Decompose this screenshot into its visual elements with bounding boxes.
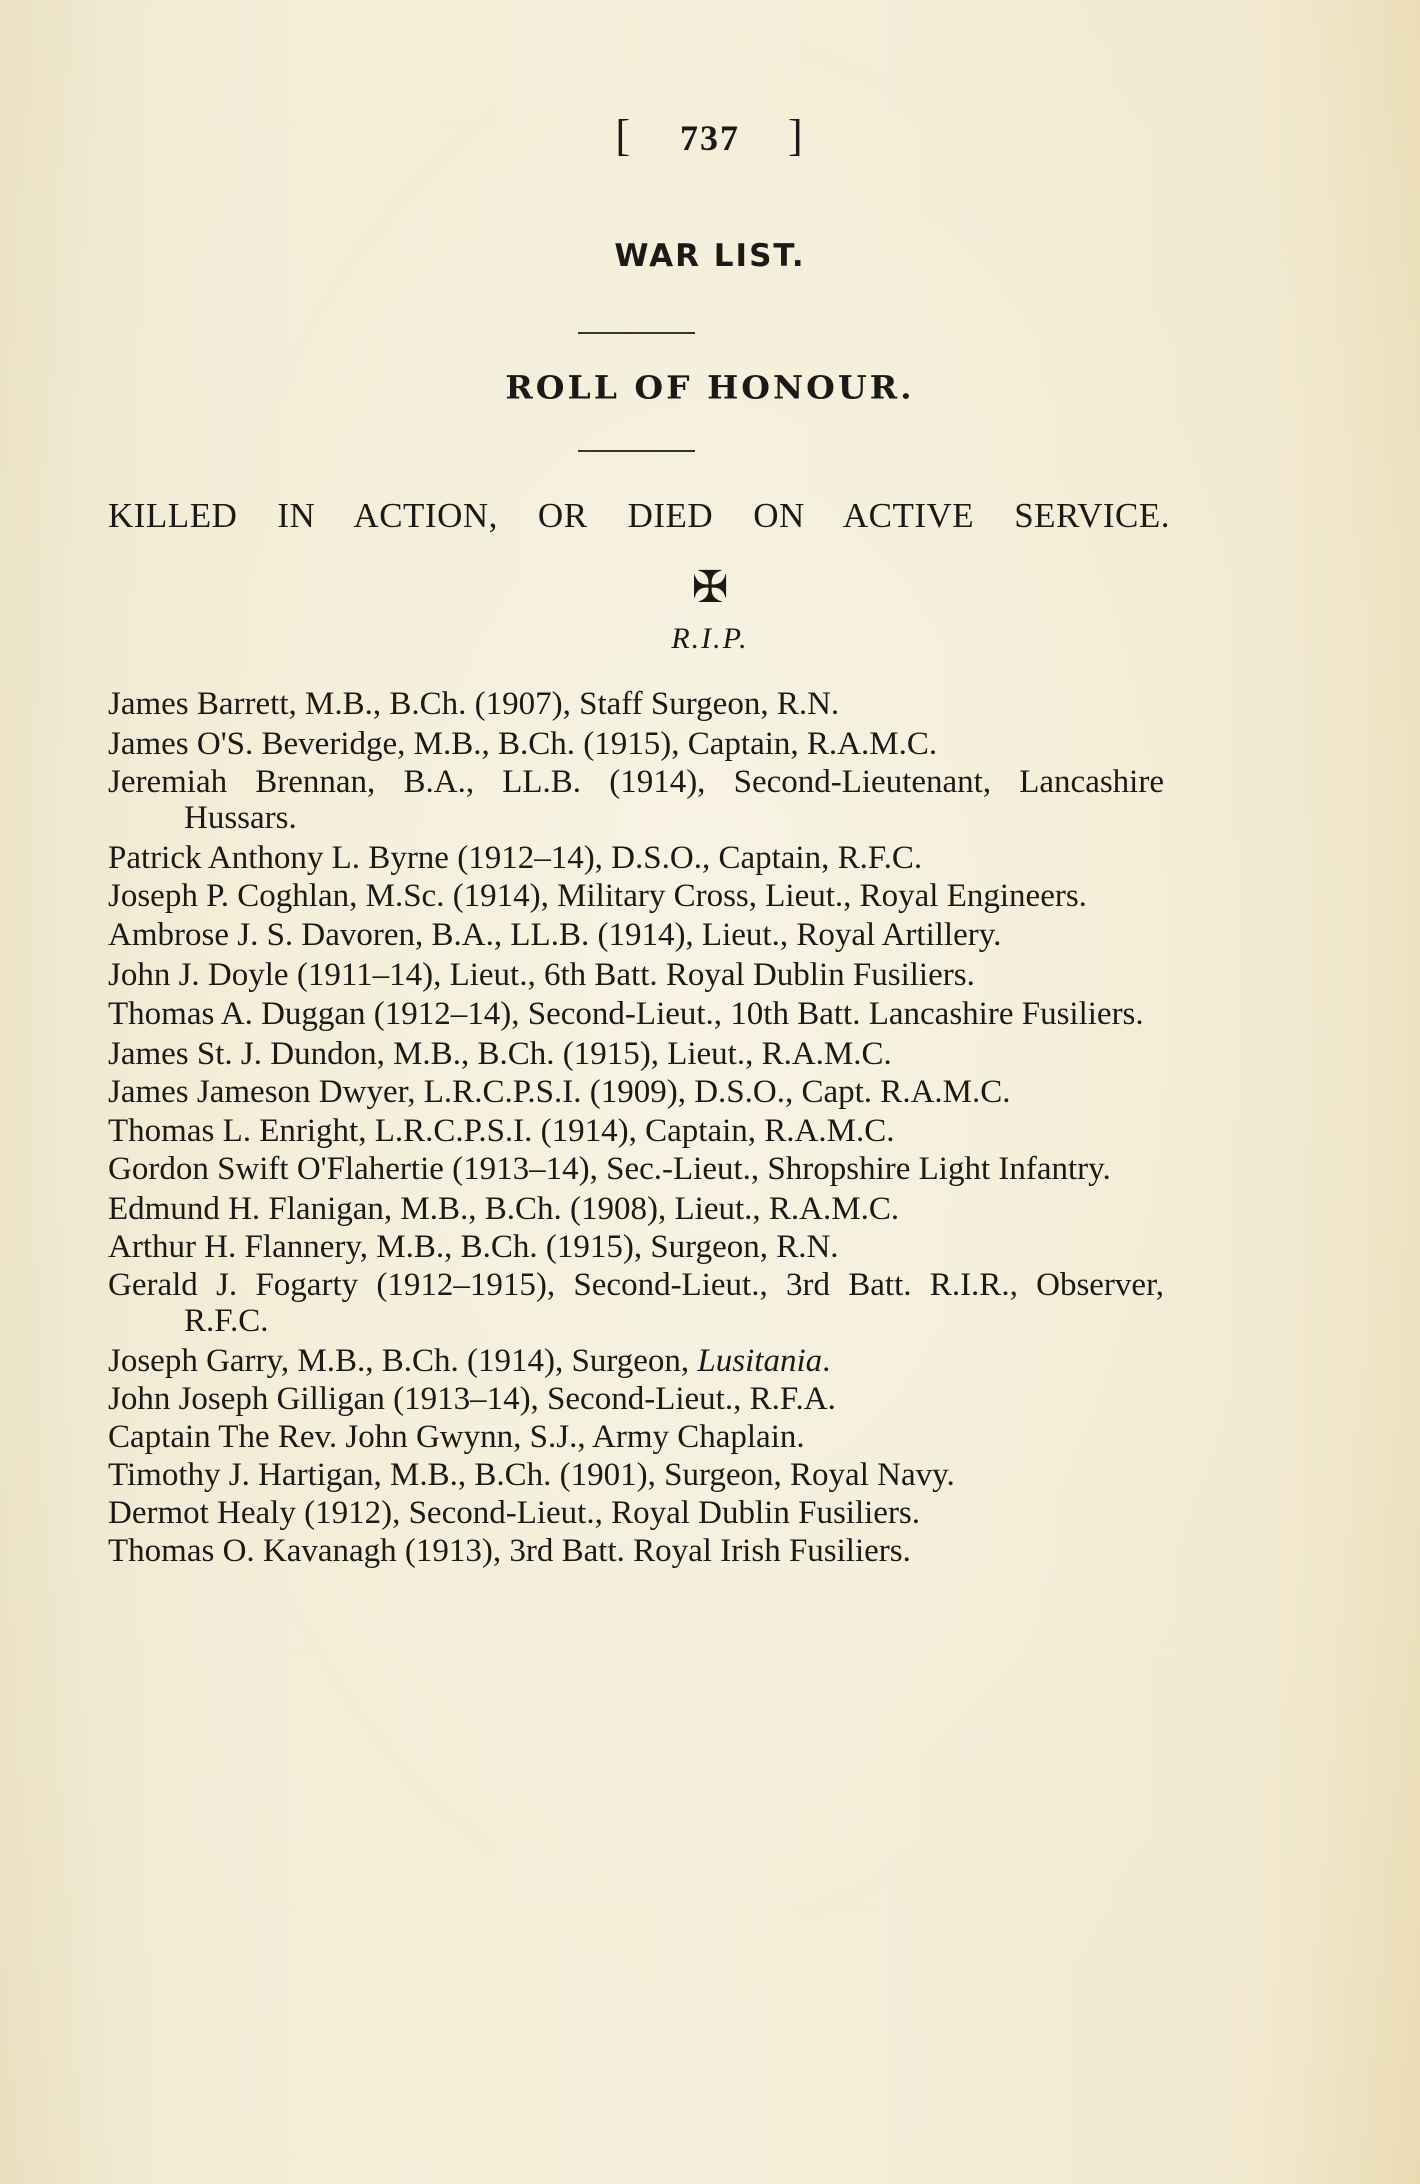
list-item <box>108 1381 1164 1418</box>
entry-punctuation: . <box>822 1342 831 1379</box>
list-item <box>108 996 1164 1033</box>
divider-rule <box>578 450 695 452</box>
entry-text: John Joseph Gilligan (1913–14), Second-Lieut., R.F.A. <box>108 1380 836 1417</box>
list-item <box>108 1419 1164 1456</box>
entry-text: Joseph P. Coghlan, M.Sc. (1914), Military Cross, Lieut., Royal Engineers. <box>108 877 1087 914</box>
bracket-right: ] <box>788 111 805 160</box>
list-item <box>108 1457 1164 1494</box>
page-number <box>0 110 1420 161</box>
divider-rule <box>578 332 695 334</box>
list-item <box>108 1495 1164 1532</box>
list-item <box>108 840 1164 877</box>
entry-text: Edmund H. Flanigan, M.B., B.Ch. (1908), Lieut., R.A.M.C. <box>108 1190 900 1227</box>
section-title: ROLL OF HONOUR. <box>505 368 915 407</box>
ship-name: Lusitania <box>697 1342 823 1379</box>
list-item <box>108 1191 1164 1228</box>
list-item <box>108 1343 1164 1380</box>
entry-text: Patrick Anthony L. Byrne (1912–14), D.S.O., Captain, R.F.C. <box>108 839 923 876</box>
list-item <box>108 686 1164 723</box>
roll-of-honour-list <box>108 686 1164 1571</box>
entry-text: Thomas O. Kavanagh (1913), 3rd Batt. Royal Irish Fusiliers. <box>108 1532 911 1569</box>
list-item <box>108 1036 1164 1073</box>
entry-text: Thomas A. Duggan (1912–14), Second-Lieut., 10th Batt. Lancashire Fusiliers. <box>108 996 1144 1032</box>
entry-text: Arthur H. Flannery, M.B., B.Ch. (1915), Surgeon, R.N. <box>108 1228 839 1265</box>
entry-text: James O'S. Beveridge, M.B., B.Ch. (1915), Captain, R.A.M.C. <box>108 725 938 762</box>
list-item <box>108 764 1164 837</box>
list-item <box>108 878 1164 915</box>
section-heading: KILLED IN ACTION, OR DIED ON ACTIVE SERVICE. <box>108 496 1170 535</box>
list-item <box>108 1267 1164 1340</box>
list-item <box>108 917 1164 954</box>
page-title: WAR LIST. <box>614 238 806 274</box>
entry-text: Timothy J. Hartigan, M.B., B.Ch. (1901), Surgeon, Royal Navy. <box>108 1456 955 1493</box>
entry-text: James St. J. Dundon, M.B., B.Ch. (1915), Lieut., R.A.M.C. <box>108 1035 892 1072</box>
bracket-left: [ <box>615 111 632 160</box>
entry-text: Captain The Rev. John Gwynn, S.J., Army Chaplain. <box>108 1418 805 1455</box>
entry-text: Thomas L. Enright, L.R.C.P.S.I. (1914), Captain, R.A.M.C. <box>108 1113 895 1149</box>
list-item <box>108 1229 1164 1266</box>
list-item <box>108 1151 1164 1188</box>
entry-text: James Jameson Dwyer, L.R.C.P.S.I. (1909), D.S.O., Capt. R.A.M.C. <box>108 1073 1011 1110</box>
entry-text: Ambrose J. S. Davoren, B.A., LL.B. (1914), Lieut., Royal Artillery. <box>108 917 1002 953</box>
entry-text: James Barrett, M.B., B.Ch. (1907), Staff Surgeon, R.N. <box>108 686 840 722</box>
entry-text: John J. Doyle (1911–14), Lieut., 6th Batt. Royal Dublin Fusiliers. <box>108 956 975 993</box>
rip-label: R.I.P. <box>671 622 749 655</box>
page-number-value: 737 <box>680 118 740 158</box>
entry-text: Joseph Garry, M.B., B.Ch. (1914), Surgeon, <box>108 1342 698 1379</box>
list-item <box>108 1533 1164 1570</box>
list-item <box>108 1074 1164 1111</box>
entry-text: Dermot Healy (1912), Second-Lieut., Royal Dublin Fusiliers. <box>108 1494 921 1531</box>
entry-text: Jeremiah Brennan, B.A., LL.B. (1914), Second-Lieutenant, Lancashire Hussars. <box>108 763 1164 836</box>
entry-text: Gerald J. Fogarty (1912–1915), Second-Lieut., 3rd Batt. R.I.R., Observer, R.F.C. <box>108 1266 1164 1339</box>
cross-pattee-icon: ✠ <box>691 562 729 613</box>
entry-text: Gordon Swift O'Flahertie (1913–14), Sec.-Lieut., Shropshire Light Infantry. <box>108 1151 1111 1187</box>
list-item <box>108 957 1164 994</box>
list-item <box>108 726 1164 763</box>
list-item <box>108 1113 1164 1150</box>
